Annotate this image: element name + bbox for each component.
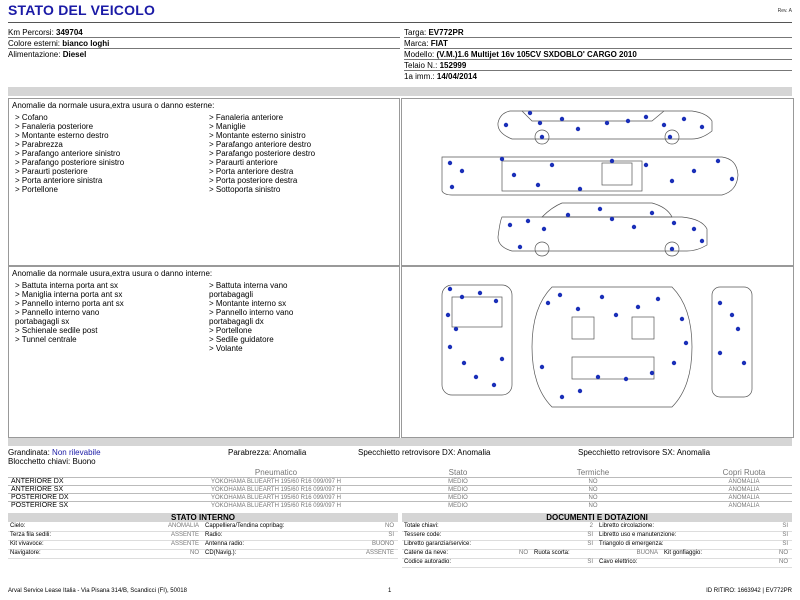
damage-marker xyxy=(460,295,464,299)
damage-marker xyxy=(578,187,582,191)
damage-marker xyxy=(508,223,512,227)
car-outline xyxy=(442,157,738,195)
damage-marker xyxy=(700,125,704,129)
field-value: BUONO xyxy=(371,541,394,547)
damage-marker xyxy=(644,115,648,119)
field-label: Catene da neve: xyxy=(404,550,449,556)
tyre-copri: ANOMALIA xyxy=(728,495,760,501)
external-anomalies-title: Anomalie da normale usura,extra usura o danno esterne: xyxy=(12,101,215,110)
damage-marker xyxy=(528,111,532,115)
car-window xyxy=(602,163,632,185)
damage-marker xyxy=(680,317,684,321)
list-item: > Paraurti anteriore xyxy=(209,158,278,167)
damage-marker xyxy=(448,345,452,349)
damage-marker xyxy=(730,313,734,317)
car-roof xyxy=(502,161,642,191)
info-label: Alimentazione: xyxy=(8,50,61,59)
damage-marker xyxy=(500,157,504,161)
tyre-tyre: YOKOHAMA BLUEARTH 195/60 R16 099/097 H xyxy=(211,495,341,501)
field-value: SI xyxy=(388,532,394,538)
revision-label: Rev. A xyxy=(777,8,792,14)
car-interior-diagram xyxy=(402,267,793,437)
damage-marker xyxy=(546,301,550,305)
damage-marker xyxy=(610,159,614,163)
field-label: Libretto uso e manutenzione: xyxy=(599,532,677,538)
field-label: Totale chiavi: xyxy=(404,523,439,529)
list-item: > Pannello interno vano xyxy=(209,308,294,317)
damage-marker xyxy=(448,287,452,291)
field-label: Codice autoradio: xyxy=(404,559,452,565)
field-label: Radio: xyxy=(205,532,223,538)
tyre-termiche: NO xyxy=(588,479,598,485)
damage-marker xyxy=(448,161,452,165)
damage-marker xyxy=(536,183,540,187)
field-value: ANOMALIA xyxy=(167,523,199,529)
field-value: BUONA xyxy=(636,550,658,556)
field-value: NO xyxy=(190,550,199,556)
field-label: Kit vivavoce: xyxy=(10,541,44,547)
damage-marker xyxy=(542,227,546,231)
info-value: 349704 xyxy=(56,28,83,37)
tyres-header-pneumatico: Pneumatico xyxy=(254,468,298,477)
damage-marker xyxy=(504,123,508,127)
damage-marker xyxy=(450,185,454,189)
list-item: > Schienale sedile post xyxy=(15,326,98,335)
page-title: STATO DEL VEICOLO xyxy=(8,2,156,18)
parabrezza-status: Parabrezza: Anomalia xyxy=(228,448,307,457)
damage-marker xyxy=(540,365,544,369)
damage-marker xyxy=(576,307,580,311)
list-item: > Tunnel centrale xyxy=(15,335,77,344)
field-label: Navigatore: xyxy=(10,550,41,556)
list-item: > Maniglie xyxy=(209,122,246,131)
internal-anomalies-title: Anomalie da normale usura,extra usura o danno interne: xyxy=(12,269,213,278)
damage-marker xyxy=(692,169,696,173)
damage-marker xyxy=(598,207,602,211)
field-label: Ruota scorta: xyxy=(534,550,570,556)
list-item: > Volante xyxy=(209,344,243,353)
list-item: > Porta anteriore destra xyxy=(209,167,294,176)
info-row xyxy=(404,71,477,82)
field-value: NO xyxy=(779,559,788,565)
tyre-stato: MEDIO xyxy=(448,503,468,509)
tyre-tyre: YOKOHAMA BLUEARTH 195/60 R16 099/097 H xyxy=(211,503,341,509)
field-value: 2 xyxy=(589,523,593,529)
damage-marker xyxy=(644,163,648,167)
tyre-pos: POSTERIORE SX xyxy=(11,502,69,509)
damage-marker xyxy=(462,361,466,365)
damage-marker xyxy=(662,123,666,127)
field-value: NO xyxy=(519,550,528,556)
damage-marker xyxy=(736,327,740,331)
field-label: Tessere code: xyxy=(404,532,442,538)
info-label: Marca: xyxy=(404,39,429,48)
info-row xyxy=(8,549,398,559)
tyre-pos: POSTERIORE DX xyxy=(11,494,69,501)
list-item: > Montante esterno sinistro xyxy=(209,131,306,140)
damage-marker xyxy=(526,219,530,223)
external-list-col1 xyxy=(15,113,124,194)
tyre-termiche: NO xyxy=(588,495,598,501)
tyres-header-termiche: Termiche xyxy=(576,468,610,477)
wheel xyxy=(535,242,549,256)
field-value: SI xyxy=(782,532,788,538)
field-value: SI xyxy=(782,523,788,529)
damage-marker xyxy=(624,377,628,381)
car-interior-outline xyxy=(532,287,692,407)
list-item: > Pannello interno porta ant sx xyxy=(15,299,124,308)
car-outline xyxy=(522,111,664,121)
section-band xyxy=(8,87,792,96)
seat xyxy=(632,317,654,339)
field-value: SI xyxy=(587,532,593,538)
info-row xyxy=(8,49,86,60)
damage-marker xyxy=(605,121,609,125)
damage-marker xyxy=(632,225,636,229)
damage-marker xyxy=(636,305,640,309)
external-diagram-panel xyxy=(401,98,794,266)
damage-marker xyxy=(460,169,464,173)
damage-marker xyxy=(576,127,580,131)
damage-marker xyxy=(578,389,582,393)
tyre-copri: ANOMALIA xyxy=(728,503,760,509)
list-item: > Sedile guidatore xyxy=(209,335,274,344)
external-anomalies-panel xyxy=(8,98,400,266)
info-label: Km Percorsi: xyxy=(8,28,54,37)
tyres-header-copri: Copri Ruota xyxy=(722,468,766,477)
field-label: Antenna radio: xyxy=(205,541,245,547)
grandinata-value: Non rilevabile xyxy=(52,448,101,457)
damage-marker xyxy=(454,327,458,331)
list-item: > Montante esterno destro xyxy=(15,131,109,140)
damage-marker xyxy=(478,291,482,295)
field-label: CD(Navig.): xyxy=(205,550,237,556)
info-label: 1a imm.: xyxy=(404,72,435,81)
damage-marker xyxy=(492,383,496,387)
internal-list-col1 xyxy=(15,281,124,344)
list-item: portabagagli xyxy=(209,290,254,299)
stato-interno-title: STATO INTERNO xyxy=(8,513,398,522)
specchietto-dx-status: Specchietto retrovisore DX: Anomalia xyxy=(358,448,491,457)
damage-marker xyxy=(446,313,450,317)
info-label: Telaio N.: xyxy=(404,61,438,70)
damage-marker xyxy=(540,135,544,139)
field-value: ASSENTE xyxy=(170,541,199,547)
damage-marker xyxy=(700,239,704,243)
damage-marker xyxy=(682,117,686,121)
damage-marker xyxy=(650,211,654,215)
damage-marker xyxy=(670,247,674,251)
info-value: 14/04/2014 xyxy=(436,72,477,81)
vehicle-info-right xyxy=(404,25,792,85)
divider xyxy=(8,22,792,23)
damage-marker xyxy=(650,371,654,375)
tyre-pos: ANTERIORE SX xyxy=(11,486,64,493)
info-row xyxy=(402,558,792,568)
list-item: > Parafango posteriore sinistro xyxy=(15,158,125,167)
damage-marker xyxy=(672,221,676,225)
list-item: > Battuta interna porta ant sx xyxy=(15,281,118,290)
divider xyxy=(404,37,792,38)
field-value: SI xyxy=(587,559,593,565)
list-item: > Montante interno sx xyxy=(209,299,287,308)
damage-marker xyxy=(538,121,542,125)
info-value: bianco loghi xyxy=(62,39,110,48)
field-label: Kit gonfiaggio: xyxy=(664,550,703,556)
footer-address: Arval Service Lease Italia - Via Pisana 314/B, Scandicci (FI), 50018 xyxy=(8,588,187,594)
list-item: > Fanaleria posteriore xyxy=(15,122,94,131)
footer xyxy=(8,588,792,594)
damage-marker xyxy=(614,313,618,317)
list-item: > Portellone xyxy=(209,326,252,335)
seat xyxy=(572,357,654,379)
list-item: > Parafango posteriore destro xyxy=(209,149,316,158)
field-value: SI xyxy=(587,541,593,547)
damage-marker xyxy=(742,361,746,365)
internal-anomalies-panel xyxy=(8,266,400,438)
list-item: > Porta anteriore sinistra xyxy=(15,176,103,185)
damage-marker xyxy=(718,351,722,355)
info-value: 152999 xyxy=(439,61,467,70)
field-label: Terza fila sedili: xyxy=(10,532,52,538)
tyre-tyre: YOKOHAMA BLUEARTH 195/60 R16 099/097 H xyxy=(211,487,341,493)
tyre-copri: ANOMALIA xyxy=(728,479,760,485)
damage-marker xyxy=(596,375,600,379)
specchietto-sx-status: Specchietto retrovisore SX: Anomalia xyxy=(578,448,711,457)
list-item: > Portellone xyxy=(15,185,58,194)
vehicle-info-left xyxy=(8,25,398,95)
tyre-copri: ANOMALIA xyxy=(728,487,760,493)
info-label: Targa: xyxy=(404,28,427,37)
car-exterior-diagram xyxy=(402,99,793,265)
damage-marker xyxy=(566,213,570,217)
list-item: > Fanaleria anteriore xyxy=(209,113,284,122)
info-value: EV772PR xyxy=(428,28,464,37)
footer-id: ID RITIRO: 1663942 | EV772PR xyxy=(706,588,792,594)
damage-marker xyxy=(518,245,522,249)
external-list-col2 xyxy=(209,113,315,194)
tyre-stato: MEDIO xyxy=(448,495,468,501)
damage-marker xyxy=(730,177,734,181)
field-value: SI xyxy=(782,541,788,547)
internal-diagram-panel xyxy=(401,266,794,438)
tyre-row xyxy=(8,501,792,510)
damage-marker xyxy=(474,375,478,379)
list-item: > Pannello interno vano xyxy=(15,308,100,317)
documenti-panel xyxy=(402,513,792,569)
damage-marker xyxy=(626,119,630,123)
list-item: > Maniglia interna porta ant sx xyxy=(15,290,123,299)
list-item: portabagagli sx xyxy=(15,317,70,326)
info-value: Diesel xyxy=(62,50,87,59)
field-label: Libretto garanzia/service: xyxy=(404,541,472,547)
info-label: Colore esterni: xyxy=(8,39,61,48)
documenti-title: DOCUMENTI E DOTAZIONI xyxy=(402,513,792,522)
damage-marker xyxy=(656,297,660,301)
field-label: Libretto circolazione: xyxy=(599,523,655,529)
tyre-termiche: NO xyxy=(588,503,598,509)
footer-page: 1 xyxy=(388,588,392,594)
damage-marker xyxy=(610,217,614,221)
damage-marker xyxy=(512,173,516,177)
damage-marker xyxy=(684,341,688,345)
list-item: portabagagli dx xyxy=(209,317,264,326)
field-value: ASSENTE xyxy=(365,550,394,556)
damage-marker xyxy=(550,163,554,167)
field-label: Cavo elettrico: xyxy=(599,559,638,565)
list-item: > Porta posteriore destra xyxy=(209,176,298,185)
list-item: > Sottoporta sinistro xyxy=(209,185,281,194)
car-outline xyxy=(498,111,712,139)
tyre-stato: MEDIO xyxy=(448,487,468,493)
damage-marker xyxy=(718,301,722,305)
damage-marker xyxy=(560,395,564,399)
damage-marker xyxy=(560,117,564,121)
damage-marker xyxy=(692,227,696,231)
tyre-pos: ANTERIORE DX xyxy=(11,478,64,485)
internal-list-col2 xyxy=(209,281,293,353)
field-label: Cappelliera/Tendina copribag: xyxy=(205,523,285,529)
seat xyxy=(572,317,594,339)
field-label: Triangolo di emergenza: xyxy=(599,541,664,547)
field-value: ASSENTE xyxy=(170,532,199,538)
list-item: > Cofano xyxy=(15,113,48,122)
grandinata-label: Grandinata: xyxy=(8,448,50,457)
damage-marker xyxy=(670,179,674,183)
info-value: (V.M.)1.6 Multijet 16v 105CV SXDOBLO' CARGO 2010 xyxy=(436,50,637,59)
damage-marker xyxy=(672,361,676,365)
blocchetto-status: Blocchetto chiavi: Buono xyxy=(8,457,96,466)
damage-marker xyxy=(500,357,504,361)
list-item: > Parafango anteriore destro xyxy=(209,140,312,149)
field-label: Cielo: xyxy=(10,523,26,529)
tyre-termiche: NO xyxy=(588,487,598,493)
list-item: > Parabrezza xyxy=(15,140,63,149)
damage-marker xyxy=(600,295,604,299)
damage-marker xyxy=(494,299,498,303)
info-label: Modello: xyxy=(404,50,435,59)
tyre-stato: MEDIO xyxy=(448,479,468,485)
stato-interno-panel xyxy=(8,513,398,559)
damage-marker xyxy=(668,135,672,139)
info-value: FIAT xyxy=(430,39,448,48)
tyres-header-stato: Stato xyxy=(448,468,468,477)
list-item: > Parafango anteriore sinistro xyxy=(15,149,121,158)
damage-marker xyxy=(716,159,720,163)
list-item: > Paraurti posteriore xyxy=(15,167,88,176)
list-item: > Battuta interna vano xyxy=(209,281,288,290)
tyre-tyre: YOKOHAMA BLUEARTH 195/60 R16 099/097 H xyxy=(211,479,341,485)
field-value: NO xyxy=(385,523,394,529)
section-band xyxy=(8,438,792,446)
field-value: NO xyxy=(779,550,788,556)
damage-marker xyxy=(558,293,562,297)
status-line xyxy=(8,448,792,466)
